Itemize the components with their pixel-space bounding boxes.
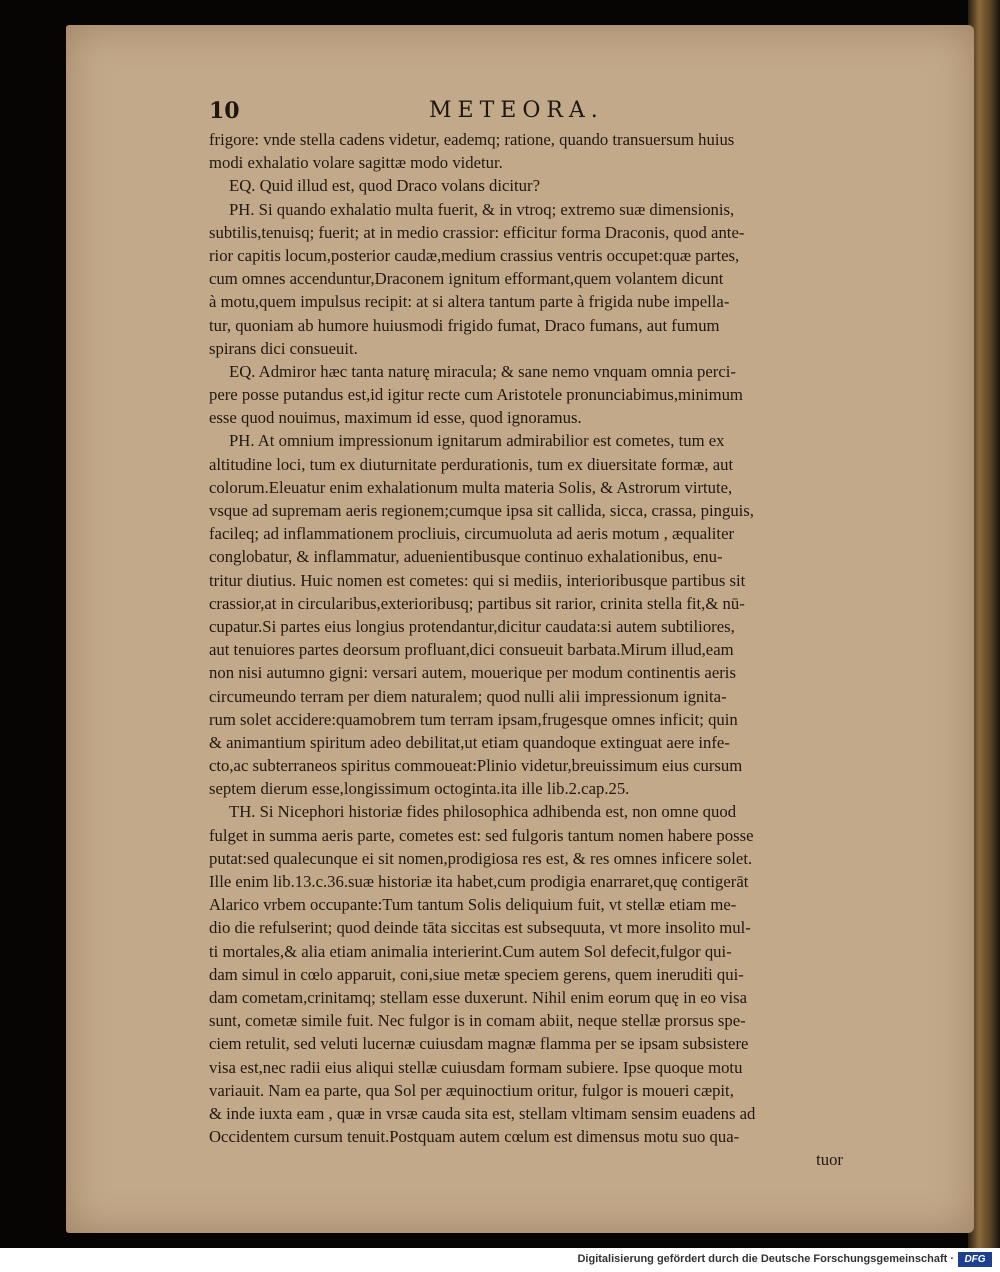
text-line: rior capitis locum,posterior caudæ,medium crassius ventris occupet:quæ partes, <box>209 245 740 265</box>
running-title: METEORA. <box>429 98 604 123</box>
page-header <box>209 98 849 128</box>
text-line: septem dierum esse,longissimum octoginta.ita ille lib.2.cap.25. <box>209 779 630 799</box>
text-line: putat:sed qualecunque ei sit nomen,prodigiosa res est, & res omnes inficere solet. <box>209 848 753 868</box>
dfg-logo: DFG <box>958 1252 992 1267</box>
text-line: frigore: vnde stella cadens videtur, eademq; ratione, quando transuersum huius <box>209 130 735 149</box>
text-line: non nisi autumno gigni: versari autem, mouerique per modum continentis aeris <box>209 663 736 683</box>
text-line: tur, quoniam ab humore huiusmodi frigido fumat, Draco fumans, aut fumum <box>209 315 720 335</box>
footer-bar <box>0 1248 1000 1272</box>
text-line: dio die refulserint; quod deinde tāta siccitas est subsequuta, vt more insolito mul- <box>209 918 751 938</box>
text-line: PH. Si quando exhalatio multa fuerit, & in vtroq; extremo suæ dimensionis, <box>229 199 735 219</box>
text-line: EQ. Quid illud est, quod Draco volans dicitur? <box>229 176 540 196</box>
text-line: TH. Si Nicephori historiæ fides philosophica adhibenda est, non omne quod <box>229 802 737 822</box>
funding-credit: Digitalisierung gefördert durch die Deutsche Forschungsgemeinschaft · <box>577 1253 954 1265</box>
text-line: & animantium spiritum adeo debilitat,ut etiam quandoque extinguat aere infe- <box>209 732 730 752</box>
page-number: 10 <box>209 98 240 124</box>
text-line: cum omnes accenduntur,Draconem ignitum efformant,quem volantem dicunt <box>209 269 724 289</box>
text-line: conglobatur, & inflammatur, aduenientibusque continuo exhalationibus, enu- <box>209 547 723 567</box>
text-line: ciem retulit, sed veluti lucernæ cuiusdam magnæ flamma per se ipsam subsistere <box>209 1034 749 1054</box>
text-line: cto,ac subterraneos spiritus commoueat:Plinio videtur,breuissimum eius cursum <box>209 756 743 776</box>
text-line: PH. At omnium impressionum ignitarum admirabilior est cometes, tum ex <box>229 431 725 451</box>
text-line: à motu,quem impulsus recipit: at si altera tantum parte à frigida nube impella- <box>209 292 730 312</box>
text-line: altitudine loci, tum ex diuturnitate perdurationis, tum ex diuersitate formæ, aut <box>209 454 734 474</box>
text-line: circumeundo terram per diem naturalem; quod nulli alii impressionum ignita- <box>209 686 727 706</box>
text-line: ti mortales,& alia etiam animalia interierint.Cum autem Sol defecit,fulgor qui- <box>209 941 732 961</box>
text-line: sunt, cometæ simile fuit. Nec fulgor is in comam abiit, neque stellæ prorsus spe- <box>209 1011 746 1031</box>
text-line: variauit. Nam ea parte, qua Sol per æquinoctium oritur, fulgor is moueri cæpit, <box>209 1080 734 1100</box>
text-line: vsque ad supremam aeris regionem;cumque ipsa sit callida, sicca, crassa, pinguis, <box>209 501 754 520</box>
text-line: crassior,at in circularibus,exterioribusq; partibus sit rarior, crinita stella fit,& nū- <box>209 593 745 613</box>
text-line: visa est,nec radii eius aliqui stellæ cuiusdam formam subiere. Ipse quoque motu <box>209 1057 743 1077</box>
text-line: aut tenuiores partes deorsum profluant,dici consueuit barbata.Mirum illud,eam <box>209 640 734 660</box>
text-line: dam cometam,crinitamq; stellam esse duxerunt. Nihil enim eorum quę in eo visa <box>209 987 748 1007</box>
text-line: Ille enim lib.13.c.36.suæ historiæ ita habet,cum prodigia enarraret,quę contigerāt <box>209 872 749 891</box>
text-line: fulget in summa aeris parte, cometes est: sed fulgoris tantum nomen habere posse <box>209 825 754 845</box>
text-line: esse quod nouimus, maximum id esse, quod ignoramus. <box>209 408 582 428</box>
text-line: Alarico vrbem occupante:Tum tantum Solis deliquium fuit, vt stellæ etiam me- <box>209 895 737 915</box>
text-line: subtilis,tenuisq; fuerit; at in medio crassior: efficitur forma Draconis, quod ante- <box>209 222 745 242</box>
text-line: tritur diutius. Huic nomen est cometes: qui si mediis, interioribusque partibus sit <box>209 570 746 590</box>
text-line: Occidentem cursum tenuit.Postquam autem cœlum est dimensus motu suo qua- <box>209 1127 740 1147</box>
text-line: colorum.Eleuatur enim exhalationum multa materia Solis, & Astrorum virtute, <box>209 477 733 497</box>
text-line: pere posse putandus est,id igitur recte cum Aristotele pronunciabimus,minimum <box>209 385 743 405</box>
text-line: modi exhalatio volare sagittæ modo videtur. <box>209 153 503 173</box>
text-line: & inde iuxta eam , quæ in vrsæ cauda sita est, stellam vltimam sensim euadens ad <box>209 1103 756 1123</box>
text-line: dam simul in cœlo apparuit, coni,siue metæ speciem gerens, quem inerudiṫi qui- <box>209 964 744 984</box>
text-line: rum solet accidere:quamobrem tum terram ipsam,frugesque omnes inficit; quin <box>209 709 738 729</box>
body-text <box>209 128 849 1170</box>
text-line: EQ. Admiror hæc tanta naturę miracula; & sane nemo vnquam omnia perci- <box>229 361 736 381</box>
text-line: cupatur.Si partes eius longius protendantur,dicitur caudata:si autem subtiliores, <box>209 616 735 636</box>
text-line: facileq; ad inflammationem procliuis, circumuoluta ad aeris motum , æqualiter <box>209 524 735 544</box>
text-line: spirans dici consueuit. <box>209 338 358 358</box>
catchword: tuor <box>816 1150 843 1170</box>
